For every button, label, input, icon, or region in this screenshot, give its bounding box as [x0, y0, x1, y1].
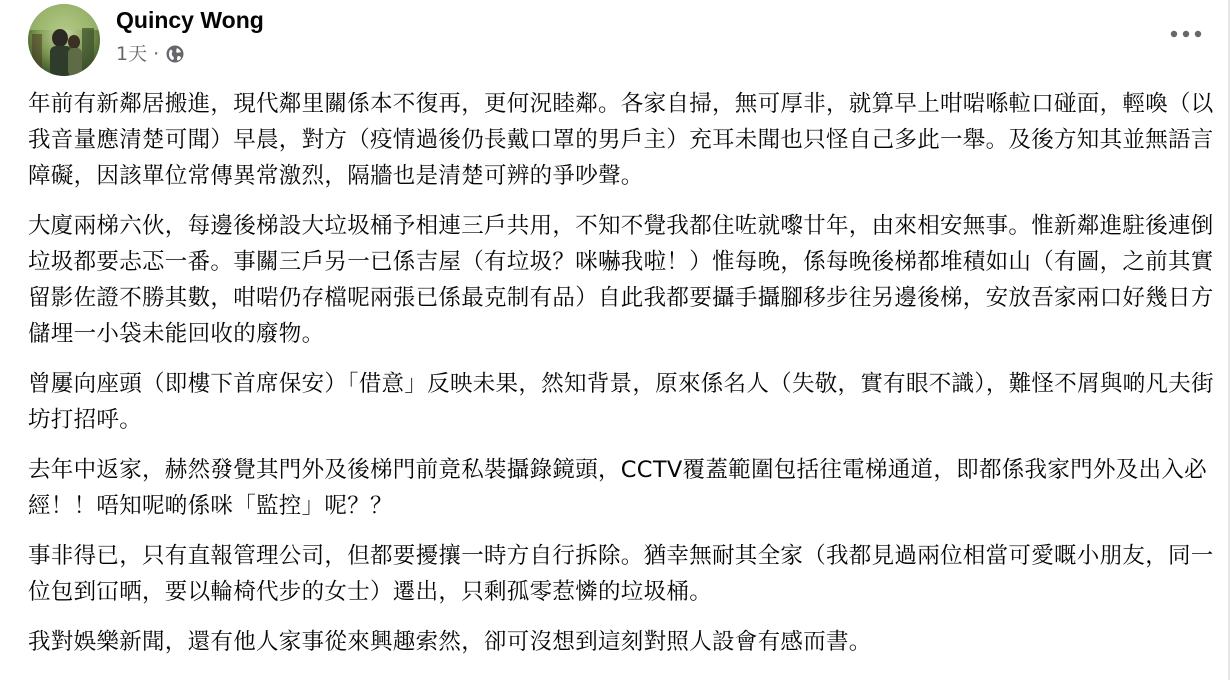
more-horizontal-icon — [1170, 30, 1202, 38]
post-paragraph-2: 大廈兩梯六伙，每邊後梯設大垃圾桶予相連三戶共用，不知不覺我都住咗就嚟廿年，由來相安無事。惟新鄰進駐後連倒垃圾都要忐忑一番。事關三戶另一已係吉屋（有垃圾？咪嚇我啦！）惟每晚，係每晚後梯都堆積如山（有圖，之前其實留影佐證不勝其數，咁啱仍存檔呢兩張已係最克制有品）自此我都要攝手攝腳移步往另邊後梯，安放吾家兩口好幾日方儲埋一小袋未能回收的廢物。 — [28, 213, 1214, 347]
post-timestamp[interactable]: 1天 — [116, 43, 148, 65]
post-meta — [116, 5, 264, 65]
profile-photo-icon — [28, 4, 100, 76]
post-paragraph-4: 去年中返家，赫然發覺其門外及後梯門前竟私裝攝錄鏡頭，CCTV覆蓋範圍包括往電梯通道，即都係我家門外及出入必經！！唔知呢啲係咪「監控」呢？？ — [28, 457, 1207, 519]
separator-dot: · — [153, 43, 160, 65]
more-options-button[interactable] — [1166, 20, 1206, 48]
post-paragraph-5: 事非得已，只有直報管理公司，但都要擾攘一時方自行拆除。猶幸無耐其全家（我都見過兩位相當可愛嘅小朋友，同一位包到冚晒，要以輪椅代步的女士）遷出，只剩孤零惹憐的垃圾桶。 — [28, 543, 1214, 605]
globe-icon[interactable] — [165, 44, 185, 64]
post-paragraph-6: 我對娛樂新聞，還有他人家事從來興趣索然，卻可沒想到這刻對照人設會有感而書。 — [28, 629, 872, 655]
post-subline — [116, 43, 264, 65]
post-header — [28, 4, 264, 76]
post-body — [28, 86, 1228, 674]
author-name[interactable]: Quincy Wong — [116, 7, 264, 33]
post-paragraph-3: 曾屢向座頭（即樓下首席保安）「借意」反映未果，然知背景，原來係名人（失敬，實有眼不識），難怪不屑與啲凡夫街坊打招呼。 — [28, 371, 1214, 433]
avatar[interactable] — [28, 4, 100, 76]
post-paragraph-1: 年前有新鄰居搬進，現代鄰里關係本不復再，更何況睦鄰。各家自掃，無可厚非，就算早上咁啱喺𨋢口碰面，輕喚（以我音量應清楚可聞）早晨，對方（疫情過後仍長戴口罩的男戶主）充耳未聞也只怪自己多此一舉。及後方知其並無語言障礙，因該單位常傳異常激烈，隔牆也是清楚可辨的爭吵聲。 — [28, 91, 1214, 189]
